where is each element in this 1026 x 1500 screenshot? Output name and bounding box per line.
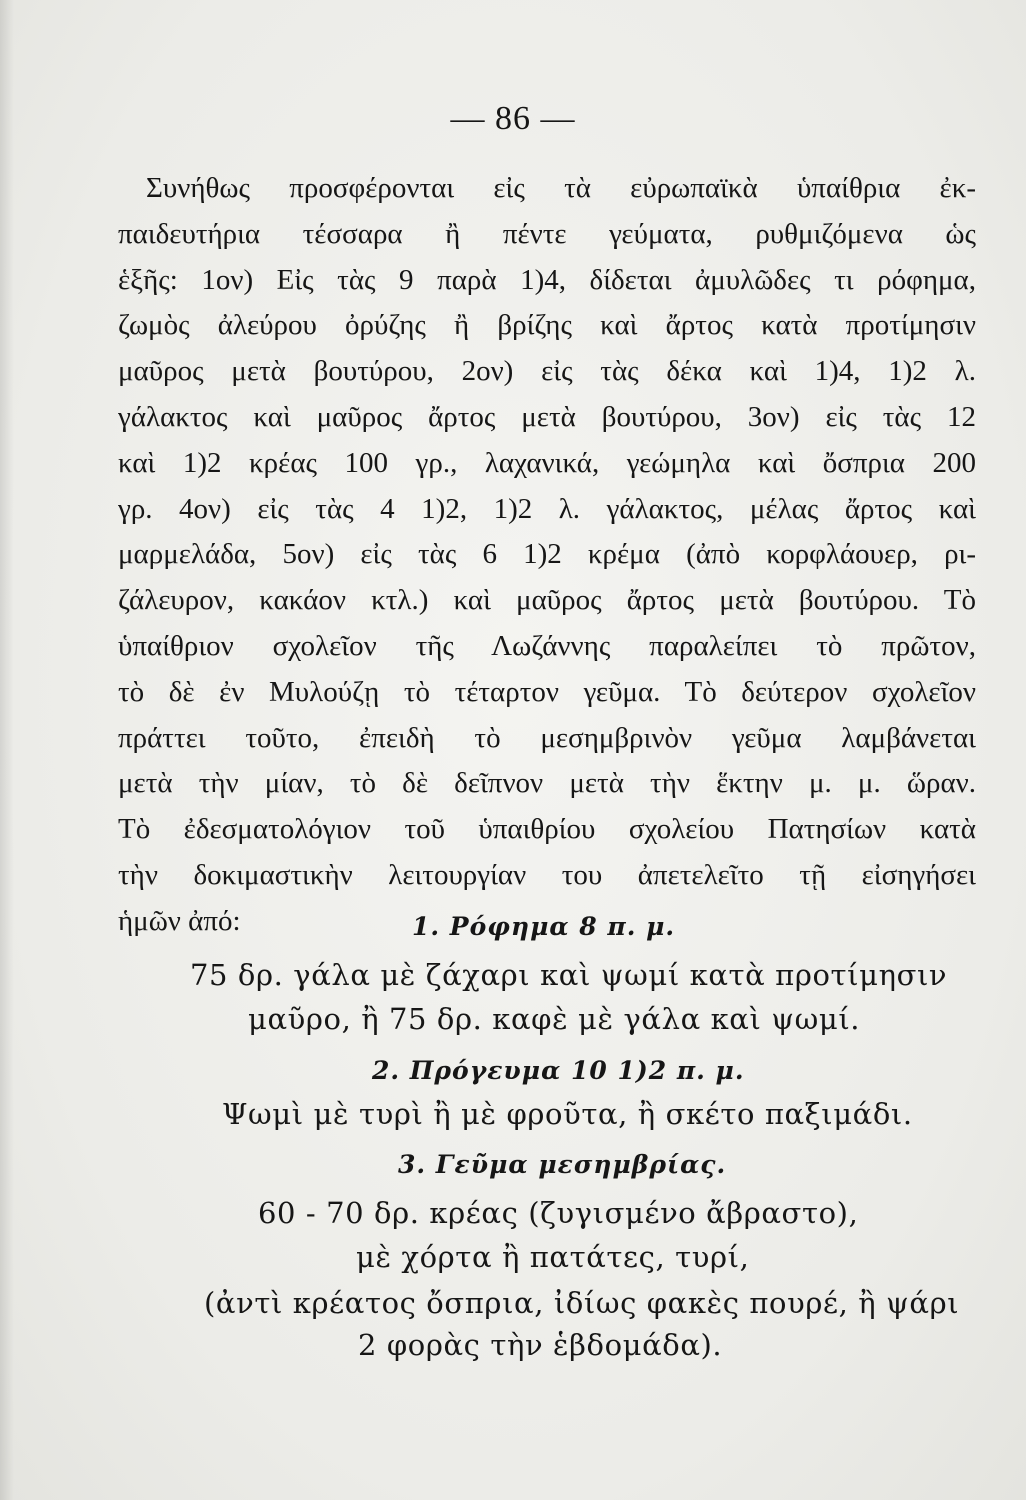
paragraph-line: γάλακτος καὶ μαῦρος ἄρτος μετὰ βουτύρου, 3ον) εἰς τὰς 12 (118, 400, 976, 433)
page-number: — 86 — (450, 100, 576, 137)
paragraph-line: Συνήθως προσφέρονται εἰς τὰ εὐρωπαϊκὰ ὑπαίθρια ἐκ- (146, 172, 976, 204)
paragraph-line: ζωμὸς ἀλεύρου ὀρύζης ἢ βρίζης καὶ ἄρτος κατὰ προτίμησιν (118, 309, 976, 342)
menu-line: μαῦρο, ἢ 75 δρ. καφὲ μὲ γάλα καὶ ψωμί. (248, 1002, 861, 1036)
menu-line: (ἀντὶ κρέατος ὄσπρια, ἰδίως φακὲς πουρέ, ἢ ψάρι (204, 1286, 960, 1320)
page-edge-shadow (0, 0, 14, 1500)
paragraph-line: καὶ 1)2 κρέας 100 γρ., λαχανικά, γεώμηλα καὶ ὄσπρια 200 (118, 446, 976, 479)
paragraph-line: πράττει τοῦτο, ἐπειδὴ τὸ μεσημβρινὸν γεῦμα λαμβάνεται (118, 721, 976, 754)
paragraph-line: μετὰ τὴν μίαν, τὸ δὲ δεῖπνον μετὰ τὴν ἕκτην μ. μ. ὥραν. (118, 767, 976, 800)
menu-heading-breakfast: 1. Ρόφημα 8 π. μ. (412, 912, 676, 941)
paragraph-line: ἑξῆς: 1ον) Εἰς τὰς 9 παρὰ 1)4, δίδεται ἀμυλῶδες τι ρόφημα, (118, 263, 976, 296)
paragraph-line: ὑπαίθριον σχολεῖον τῆς Λωζάννης παραλείπει τὸ πρῶτον, (118, 629, 976, 662)
menu-line: 75 δρ. γάλα μὲ ζάχαρι καὶ ψωμί κατὰ προτίμησιν (190, 958, 948, 992)
paragraph-line: τὸ δὲ ἐν Μυλούζῃ τὸ τέταρτον γεῦμα. Τὸ δεύτερον σχολεῖον (118, 675, 976, 708)
paragraph-line: μαῦρος μετὰ βουτύρου, 2ον) εἰς τὰς δέκα καὶ 1)4, 1)2 λ. (118, 355, 976, 388)
main-paragraph (118, 166, 976, 945)
paragraph-line: ζάλευρον, κακάον κτλ.) καὶ μαῦρος ἄρτος μετὰ βουτύρου. Τὸ (118, 584, 976, 617)
menu-line: 2 φορὰς τὴν ἑβδομάδα). (358, 1328, 723, 1362)
menu-line: 60 - 70 δρ. κρέας (ζυγισμένο ἄβραστο), (258, 1196, 859, 1230)
paragraph-line: μαρμελάδα, 5ον) εἰς τὰς 6 1)2 κρέμα (ἀπὸ κορφλάουερ, ρι- (118, 538, 976, 571)
menu-heading-lunch: 3. Γεῦμα μεσημβρίας. (398, 1150, 727, 1179)
menu-heading-brunch: 2. Πρόγευμα 10 1)2 π. μ. (372, 1056, 745, 1085)
paragraph-line: τὴν δοκιμαστικὴν λειτουργίαν του ἀπετελεῖτο τῇ εἰσηγήσει (118, 858, 976, 891)
paragraph-line: γρ. 4ον) εἰς τὰς 4 1)2, 1)2 λ. γάλακτος, μέλας ἄρτος καὶ (118, 492, 976, 525)
paragraph-line: ἡμῶν ἀπό: (118, 904, 241, 937)
paragraph-line: Τὸ ἐδεσματολόγιον τοῦ ὑπαιθρίου σχολείου Πατησίων κατὰ (118, 813, 976, 846)
menu-line: μὲ χόρτα ἢ πατάτες, τυρί, (356, 1240, 750, 1274)
menu-line: Ψωμὶ μὲ τυρὶ ἢ μὲ φροῦτα, ἢ σκέτο παξιμάδι. (222, 1097, 913, 1131)
paragraph-line: παιδευτήρια τέσσαρα ἢ πέντε γεύματα, ρυθμιζόμενα ὡς (118, 217, 976, 250)
